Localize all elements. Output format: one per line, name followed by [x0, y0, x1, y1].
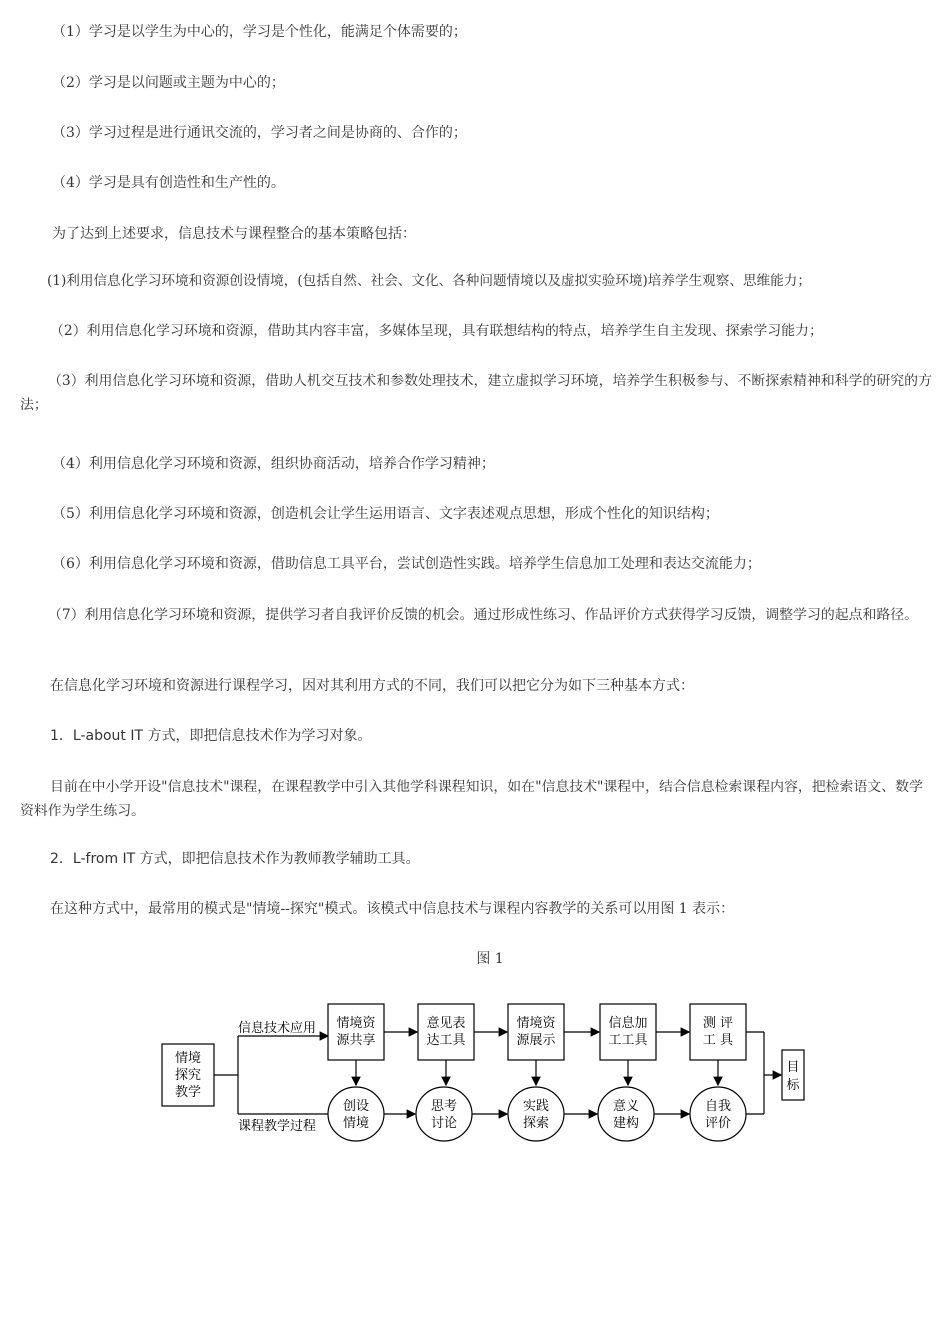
branch-lines — [214, 1036, 328, 1114]
bottom-circle-3-line-2: 探索 — [522, 1116, 550, 1131]
item-1: （1）学习是以学生为中心的，学习是个性化，能满足个体需要的； — [52, 24, 467, 40]
top-box-2-line-2: 达工具 — [426, 1033, 466, 1048]
top-box-1 — [328, 1004, 384, 1060]
figure-caption: 图 1 — [476, 951, 504, 967]
start-line-1: 情境 — [174, 1051, 202, 1066]
top-box-4 — [600, 1004, 656, 1060]
strategy-intro: 为了达到上述要求，信息技术与课程整合的基本策略包括： — [52, 226, 416, 242]
merge-lines — [746, 1032, 781, 1114]
bottom-circle-5-line-2: 评价 — [704, 1116, 732, 1131]
mode2-text: 在这种方式中，最常用的模式是"情境--探究"模式。该模式中信息技术与课程内容教学的关系可以用图 1 表示： — [50, 901, 735, 917]
start-line-3: 教学 — [174, 1085, 202, 1100]
top-box-3 — [508, 1004, 564, 1060]
bottom-circle-4-line-2: 建构 — [612, 1116, 640, 1131]
top-box-1-line-1: 情境资 — [336, 1016, 376, 1031]
branch-top-label: 信息技术应用 — [238, 1021, 317, 1036]
mode1-title: 1．L-about IT 方式，即把信息技术作为学习对象。 — [50, 728, 372, 744]
strategy-3: （3）利用信息化学习环境和资源，借助人机交互技术和参数处理技术，建立虚拟学习环境，培养学生积极参与、不断探索精神和科学的研究的方法； — [20, 373, 932, 413]
mode1-text: 目前在中小学开设"信息技术"课程，在课程教学中引入其他学科课程知识，如在"信息技术"课程中，结合信息检索课程内容，把检索语文、数学资料作为学生练习。 — [20, 779, 923, 819]
mode2-title: 2．L-from IT 方式，即把信息技术作为教师教学辅助工具。 — [50, 851, 420, 867]
top-box-4-line-1: 信息加 — [608, 1016, 648, 1031]
modes-intro: 在信息化学习环境和资源进行课程学习，因对其利用方式的不同，我们可以把它分为如下三种基本方式： — [50, 678, 694, 694]
bottom-circle-2-line-1: 思考 — [430, 1099, 458, 1114]
strategy-1: (1)利用信息化学习环境和资源创设情境，(包括自然、社会、文化、各种问题情境以及虚拟实验环境)培养学生观察、思维能力； — [47, 273, 811, 289]
bottom-circle-4-line-1: 意义 — [612, 1099, 640, 1114]
bottom-circle-2 — [416, 1087, 472, 1141]
strategy-7: （7）利用信息化学习环境和资源，提供学习者自我评价反馈的机会。通过形成性练习、作品评价方式获得学习反馈，调整学习的起点和路径。 — [48, 607, 919, 623]
bottom-circle-4 — [598, 1087, 654, 1141]
bottom-circle-5-line-1: 自我 — [704, 1099, 732, 1114]
strategy-5: （5）利用信息化学习环境和资源，创造机会让学生运用语言、文字表述观点思想，形成个性化的知识结构； — [52, 506, 719, 522]
top-box-1-line-2: 源共享 — [336, 1033, 376, 1048]
bottom-circle-1 — [328, 1087, 384, 1141]
end-line-1: 目 — [786, 1060, 800, 1075]
top-box-2-line-1: 意见表 — [426, 1016, 466, 1031]
item-3: （3）学习过程是进行通讯交流的，学习者之间是协商的、合作的； — [52, 125, 467, 141]
strategy-4: （4）利用信息化学习环境和资源，组织协商活动，培养合作学习精神； — [52, 456, 495, 472]
item-2: （2）学习是以问题或主题为中心的； — [52, 75, 285, 91]
start-box — [162, 1044, 214, 1106]
top-box-5 — [690, 1004, 746, 1060]
top-box-4-line-2: 工工具 — [608, 1033, 648, 1048]
end-box — [782, 1050, 804, 1100]
vertical-arrows — [356, 1060, 718, 1085]
top-box-5-line-2: 工 具 — [702, 1033, 734, 1048]
top-box-3-line-1: 情境资 — [516, 1016, 556, 1031]
branch-bottom-label: 课程教学过程 — [238, 1119, 317, 1134]
bottom-circle-3 — [508, 1087, 564, 1141]
strategy-2: （2）利用信息化学习环境和资源，借助其内容丰富，多媒体呈现，具有联想结构的特点，培养学生自主发现、探索学习能力； — [50, 323, 823, 339]
start-line-2: 探究 — [174, 1068, 202, 1083]
bottom-circle-2-line-2: 讨论 — [430, 1116, 458, 1131]
top-box-5-line-1: 测 评 — [702, 1016, 734, 1031]
strategy-6: （6）利用信息化学习环境和资源，借助信息工具平台，尝试创造性实践。培养学生信息加工处理和表达交流能力； — [52, 556, 761, 572]
bottom-circle-1-line-2: 情境 — [342, 1116, 370, 1131]
top-box-3-line-2: 源展示 — [516, 1033, 556, 1048]
bottom-circle-1-line-1: 创设 — [342, 1099, 370, 1114]
bottom-circle-3-line-1: 实践 — [522, 1099, 550, 1114]
bottom-circle-5 — [690, 1087, 746, 1141]
flow-diagram — [150, 990, 830, 1160]
item-4: （4）学习是具有创造性和生产性的。 — [52, 175, 285, 191]
end-line-2: 标 — [786, 1078, 800, 1093]
top-box-2 — [418, 1004, 474, 1060]
